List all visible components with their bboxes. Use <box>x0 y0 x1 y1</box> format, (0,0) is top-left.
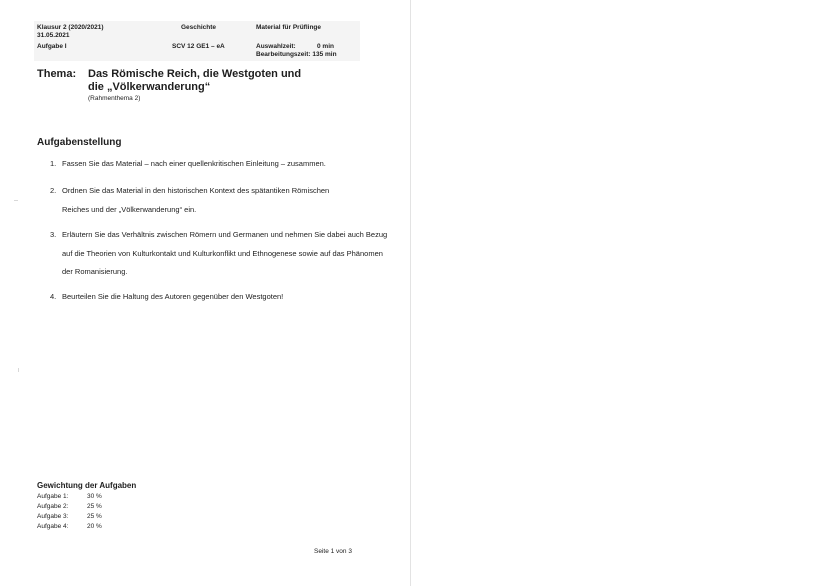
weighting-value: 30 % <box>87 493 102 500</box>
weighting-row <box>37 513 102 521</box>
working-time: Bearbeitungszeit: 135 min <box>256 51 337 58</box>
task-text: Erläutern Sie das Verhältnis zwischen Römern und Germanen und nehmen Sie dabei auch Bezug auf die Theorien von Kulturkontakt und Kulturkonflikt und Ethnogenese sowie auf das Phänomen der Romanisierung. <box>62 230 388 276</box>
exam-date: 31.05.2021 <box>37 32 70 39</box>
selection-time-label: Auswahlzeit: <box>256 43 296 50</box>
weighting-label: Aufgabe 4: <box>37 523 69 530</box>
task-number: 3. <box>50 230 57 239</box>
weighting-row <box>37 523 102 531</box>
subject: Geschichte <box>181 24 217 31</box>
task-number: 1. <box>50 159 57 168</box>
page-number: Seite 1 von 3 <box>314 548 352 555</box>
scan-mark <box>18 368 19 372</box>
task-number: 2. <box>50 186 57 195</box>
task-text: Beurteilen Sie die Haltung des Autoren gegenüber den Westgoten! <box>62 292 284 301</box>
course: SCV 12 GE1 – eA <box>172 43 225 50</box>
selection-time-value: 0 min <box>317 43 334 50</box>
exam-title: Klausur 2 (2020/2021) <box>37 24 104 31</box>
page-divider <box>410 0 411 586</box>
scan-mark <box>14 200 18 201</box>
tasks-heading: Aufgabenstellung <box>37 137 122 148</box>
task-number: 4. <box>50 292 57 301</box>
task-group: Aufgabe I <box>37 43 67 50</box>
weighting-row <box>37 503 102 511</box>
weighting-label: Aufgabe 1: <box>37 493 69 500</box>
weighting-label: Aufgabe 2: <box>37 503 69 510</box>
topic-subtitle: (Rahmenthema 2) <box>88 95 141 102</box>
topic-title: Das Römische Reich, die Westgoten und die „Völkerwanderung“ <box>88 68 302 93</box>
weighting-value: 20 % <box>87 523 102 530</box>
material-label: Material für Prüflinge <box>256 24 322 31</box>
weighting-heading: Gewichtung der Aufgaben <box>37 481 137 490</box>
task-text: Ordnen Sie das Material in den historischen Kontext des spätantiken Römischen Reiches und der „Völkerwanderung“ ein. <box>62 186 330 214</box>
weighting-value: 25 % <box>87 513 102 520</box>
topic-label: Thema: <box>37 68 77 80</box>
weighting-label: Aufgabe 3: <box>37 513 69 520</box>
weighting-value: 25 % <box>87 503 102 510</box>
weighting-row <box>37 493 102 501</box>
task-text: Fassen Sie das Material – nach einer quellenkritischen Einleitung – zusammen. <box>62 159 326 168</box>
